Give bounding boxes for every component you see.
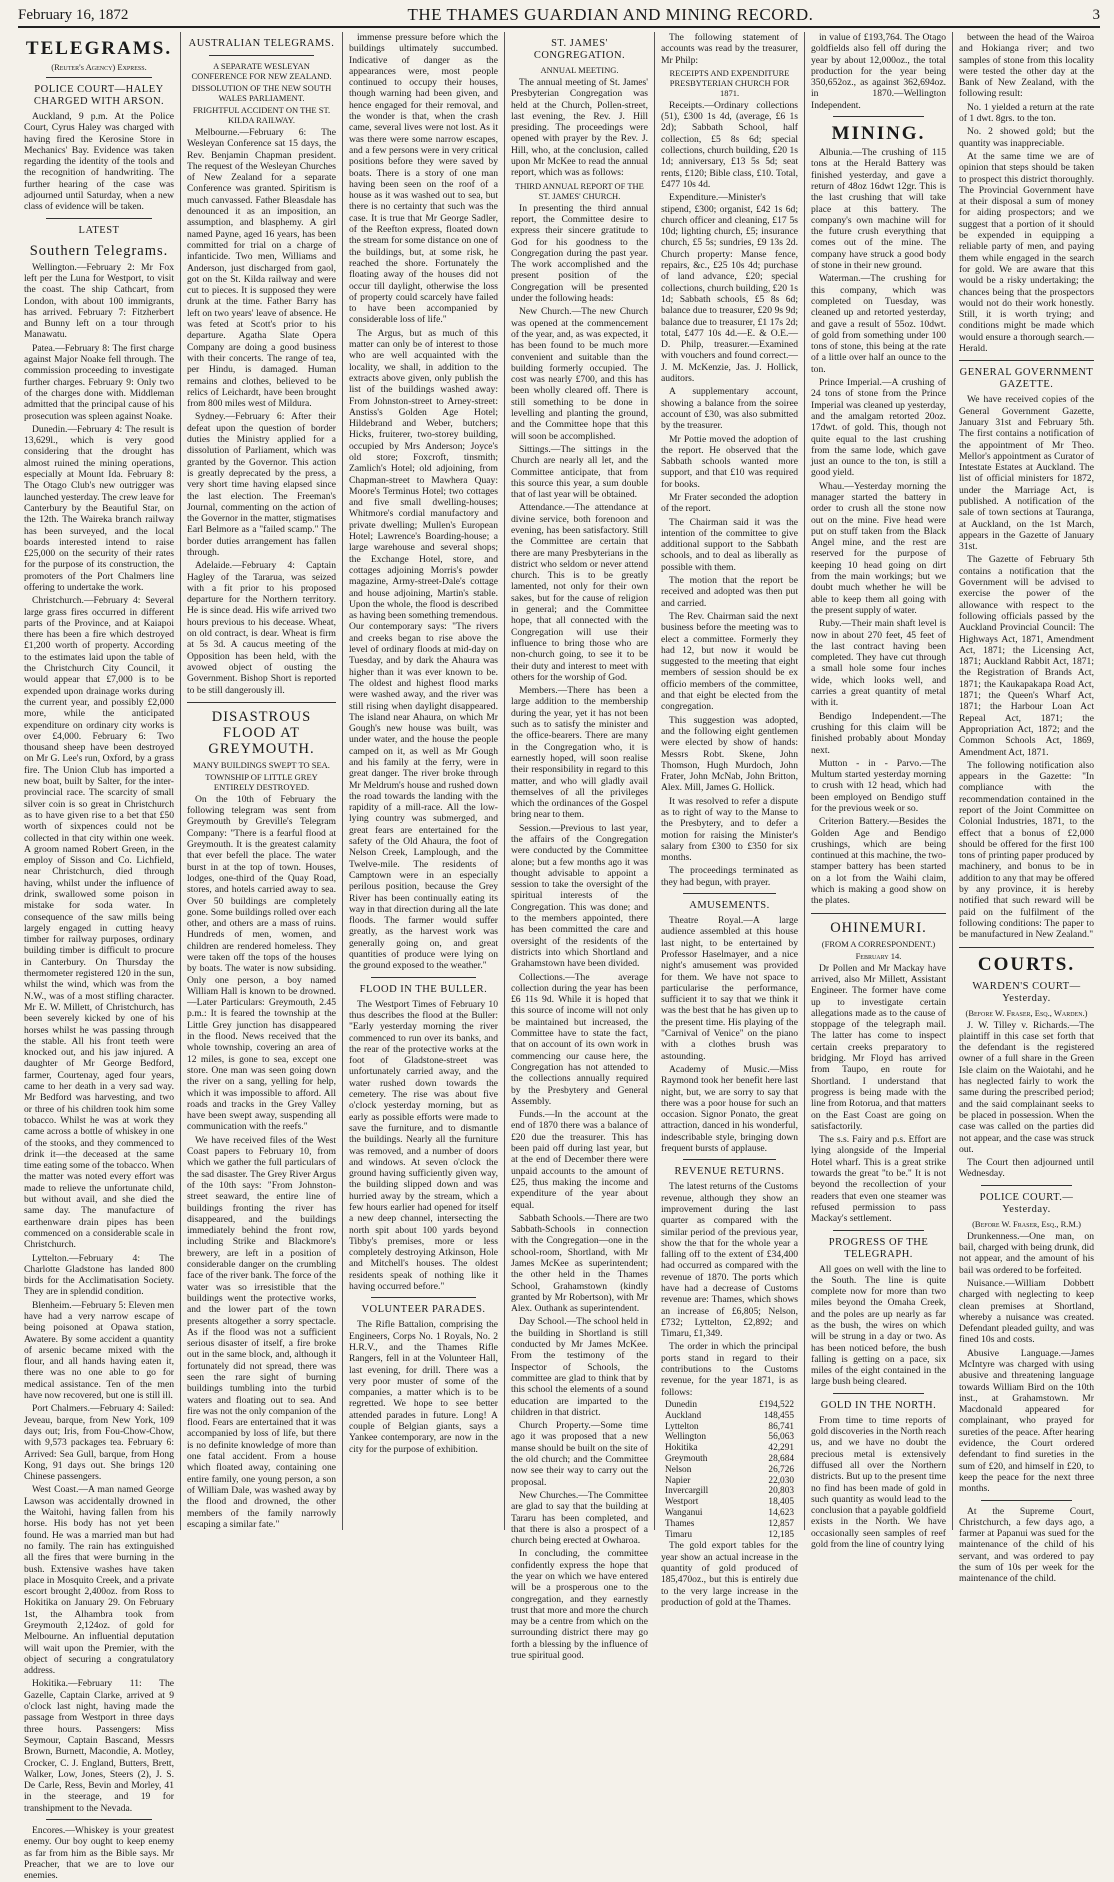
article-subheading: (Before W. Fraser, Esq., R.M.): [972, 1218, 1081, 1229]
article-paragraph: Drunkenness.—One man, on bail, charged with being drunk, did not appear, and the amount of his bail was ordered to be forfeited.: [959, 1230, 1094, 1276]
article-paragraph: The s.s. Fairy and p.s. Effort are lying alongside of the Imperial Hotel wharf. This is a great strike towards the great "to be." It is not beyond the recollection of your readers that even one steamer was refused permission to pass Mackay's settlement.: [811, 1134, 946, 1225]
column-5: [655, 32, 805, 1608]
revenue-amount: 26,726: [768, 1464, 794, 1475]
port-name: Lyttelton: [665, 1421, 699, 1432]
article-paragraph: Church Property.—Some time ago it was proposed that a new manse should be built on the site of the old church; and the Committee now see their way to carry out the proposal.: [511, 1420, 648, 1488]
article-paragraph: The Westport Times of February 10 thus describes the flood at the Buller: "Early yesterday morning the river commenced to run over its banks, and the rear of the protective works at the foot of Gladstone-street was unfortunately carried away, and the water rushed down towards the cemetery. The rise was about five o'clock yesterday morning, but as early as possible efforts were made to save the furniture, and to dismantle the buildings. Nearly all the furniture was removed, and a number of doors and windows. At seven o'clock the ground having sufficiently given way, the building slipped down and was hurried away by the stream, which a few hours earlier had opened for itself a new deep channel, intersecting the north spit about 100 yards beyond Tibby's premises, more or less completely destroying Atkinson, Hole and Mitchell's houses. The oldest residents speak of nothing like it having occurred before.": [349, 998, 498, 1293]
revenue-amount: 28,684: [768, 1453, 794, 1464]
flood-buller-heading: FLOOD IN THE BULLER.: [359, 983, 488, 995]
revenue-table-row: [661, 1465, 798, 1476]
column-4: [505, 32, 655, 1662]
amusements-heading: AMUSEMENTS.: [689, 900, 770, 912]
divider: [959, 947, 1094, 948]
article-paragraph: Expenditure.—Minister's stipend, £300; organist, £42 1s 6d; church officer and cleaning, £17 5s 10d; lighting church, £5; insurance church, £5 5s; sundries, £9 13s 2d. Church property: Manse fence, repairs, &c., £25 10s 4d; purchase of land advance, £20; special collections, church building, £20 1s 1d; Sabbath schools, £5 8s 6d; balance due to treasurer, £20 9s 9d; balance due to treasurer, £1 17s 2d; total, £477 10s 4d.—E. & O.E.—D. Philp, treasurer.—Examined with vouchers and found correct.—J. M. McKenzie, Jas. J. Hollick, auditors.: [661, 192, 798, 385]
article-subheading: THIRD ANNUAL REPORT OF THE ST. JAMES' CHURCH.: [515, 180, 644, 201]
divider: [371, 977, 476, 978]
article-paragraph: Academy of Music.—Miss Raymond took her benefit here last night, but, we are sorry to say that there was a poor house for such an occasion. Signor Ponato, the great attraction, danced in his wonderful, indescribable style, bringing down frequent bursts of applause.: [661, 1063, 798, 1155]
port-name: Wanganui: [665, 1507, 703, 1518]
divider: [46, 1819, 152, 1820]
divider: [46, 77, 152, 78]
revenue-amount: 148,455: [763, 1410, 794, 1421]
article-columns: [18, 32, 1100, 1882]
revenue-table: [661, 1400, 798, 1540]
divider: [683, 1159, 776, 1160]
article-paragraph: Blenheim.—February 5: Eleven men have had a very narrow escape of being poisoned at Opawa station, Awatere. By some accident a quantity of arsenic became mixed with the flour, and all hands having eaten it, there was no one able to go for medical assistance. Ten of the men have now recovered, but one is still ill.: [24, 1299, 174, 1402]
article-paragraph: Dunedin.—February 4: The result is 13,629l., which is very good considering that the drought has almost ruined the mining operations, especially at Mount Ida. February 8: The Otago Club's new outrigger was launched yesterday. The crew leave for Canterbury by the Beautiful Star, on the 12th. The Waireka branch railway has been surveyed, and the local boards interested intend to raise £25,000 on the security of their rates for the purpose of its construction, the promoters of the Port Chalmers line offering to undertake the work.: [24, 423, 174, 593]
article-paragraph: Sydney.—February 6: After their defeat upon the question of border duties the Ministry applied for a dissolution of Parliament, which was granted by the Governor. This action is greatly deprecated by the press, a very short time having elapsed since the last election. The Freeman's Journal, commenting on the action of the Governor in the matter, stigmatises Earl Belmore as a "failed scamp." The border duties arrangement has fallen through.: [187, 411, 336, 558]
article-paragraph: Criterion Battery.—Besides the Golden Age and Bendigo crushings, which are being continued at this machine, the two-stamper battery has been started on a lot from the Waihi claim, which is making a good show on the plates.: [811, 816, 946, 907]
article-paragraph: Members.—There has been a large addition to the membership during the year, yet it has not been such as to satisfy the minister and the office-bearers. There are many in the Congregation who, it is earnestly hoped, will soon realise their responsibility in regard to this matter, and who will gladly avail themselves of all the privileges which the ordinances of the Gospel bring near to them.: [511, 685, 648, 821]
revenue-amount: 56,063: [768, 1432, 794, 1443]
revenue-amount: £194,522: [759, 1399, 794, 1410]
article-paragraph: Theatre Royal.—A large audience assembled at this house last night, to be entertained by Professor Haselmayer, and a nice night's amusement was provided for them. We have not space to particularise the performance, sufficient it to say that we think it was the best that he has given up to the present time. His playing of the "Carnival of Venice" on the piano with a clothes brush was astounding.: [661, 915, 798, 1062]
article-paragraph: Funds.—In the account at the end of 1870 there was a balance of £20 due the treasurer. This has been paid off during last year, but at the end of December there were unpaid accounts to the amount of £25, thus making the income and expenditure of the year about equal.: [511, 1109, 648, 1211]
article-paragraph: New Churches.—The Committee are glad to say that the building at Tararu has been completed, and that there is also a prospect of a church being erected at Owharoa.: [511, 1489, 648, 1547]
article-paragraph: Dr Pollen and Mr Mackay have arrived, also Mr Millett, Assistant Engineer. The former have come up to investigate certain allegations made as to the cause of stoppage of the telegraph mail. The latter has come to inspect certain creeks preparatory to bridging. Mr Floyd has arrived from Taupo, en route for Shortland. I understand that progress is being made with the line from Rotorua, and that matters on the East Coast are going on satisfactorily.: [811, 962, 946, 1132]
article-subheading: RECEIPTS AND EXPENDITURE PRESBYTERIAN CHURCH FOR 1871.: [669, 67, 790, 98]
article-paragraph: Day School.—The school held in the building in Shortland is still conducted by Mr James McKee. From the testimony of the Inspector of Schools, the committee are glad to think that by this school the elements of a sound education are imparted to the children in that district.: [511, 1316, 648, 1418]
article-paragraph: Port Chalmers.—February 4: Sailed: Jeveau, barque, from New York, 109 days out; Iris, from Fou-Chow-Chow, with 9,573 packages tea. February 6: Arrived: Sea Gull, barque, from Hong Kong, 91 days out. She brings 120 Chinese passengers.: [24, 1403, 174, 1483]
article-paragraph: Hokitika.—February 11: The Gazelle, Captain Clarke, arrived at 9 o'clock last night, having made the passage from Westport in three days three hours. Passengers: Miss Seymour, Captain Bascand, Messrs Brown, Burnett, Macondie, A. Motley, Crocker, C. J. England, Butters, Brett, Walker, Low, Jones, Steers (2), J. S. De Carle, Ress, Bevin and Morley, 41 in the steerage, and 19 for transhipment to the Nevada.: [24, 1678, 174, 1814]
article-paragraph: Waterman.—The crushing for this company, which was completed on Tuesday, was cleaned up and retorted yesterday, and gave a result of 55oz. 10dwt. of gold from something under 100 tons of stone, this being at the rate of a little over half an ounce to the ton.: [811, 273, 946, 375]
article-subheading: DISSOLUTION OF THE NEW SOUTH WALES PARLIAMENT.: [191, 83, 332, 103]
southern-telegrams-heading: Southern Telegrams.: [29, 242, 169, 259]
article-paragraph: Ruby.—Their main shaft level is now in about 270 feet, 45 feet of the last contract having been completed. They have cut through a small hole some four inches wide, which looks well, and carries a great quantity of metal with it.: [811, 618, 946, 709]
column-6: [805, 32, 953, 1551]
article-paragraph: Mr Frater seconded the adoption of the report.: [661, 491, 798, 515]
column-7: [953, 32, 1100, 1585]
revenue-table-row: [661, 1411, 798, 1422]
latest-label: LATEST: [78, 224, 120, 236]
congregation-heading: ST. JAMES' CONGREGATION.: [533, 38, 626, 61]
article-paragraph: Attendance.—The attendance at divine service, both forenoon and evening, has been satisfactory. Still the Committee are certain that there are many Presbyterians in the district who seldom or never attend church. This is to be greatly lamented, not only for their own sakes, but for the cause of religion in general; and the Committee hope, that all connected with the Congregation will use their influence to bring those who are non-church going, to see it to be their duty and interest to meet with others for the worship of God.: [511, 502, 648, 683]
article-paragraph: Christchurch.—February 4: Several large grass fires occurred in different parts of the Province, and at Kaiapoi there has been a fire which destroyed £1,200 worth of property. According to the estimates laid upon the table of the Christchurch City Council, it would appear that £7,000 is to be expended upon drainage works during the current year, and possibly £2,000 more, while the anticipated expenditure on ordinary city works is over £4,000. February 6: Two thousand sheep have been destroyed on Mr G. Lee's run, Oxford, by a grass fire. The Union Club has imported a new boat, built by Salter, for the inter-provincial race. The scarcity of small silver coin is so great in Christchurch as to have given rise to a bet that £50 worth of sixpences could not be collected in that city within one week. A groom named Robert Green, in the employ of Sisson and Co. Lichfield, near Christchurch, died through having, whilst under the influence of drink, swallowed some poison in mistake for soda water. In consequence of the saw mills being largely engaged in cutting heavy timber for railway purposes, ordinary building timber is difficult to procure in Canterbury. On Thursday the thermometer registered 120 in the sun, whilst the wind, which was from the N.W., was of a most stifling character. Mr E. W. Millett, of Christchurch, has been severely kicked by one of his horses whilst he was passing through the stable. All his front teeth were knocked out, and his jaw injured. A daughter of Mr George Bedford, farmer, Courtenay, aged four years, came to her death in a very sad way. Mr Bedford was harvesting, and two or three of his children took him some tobacco. Whilst he was at work they came across a bottle of whiskey in one of the stooks, and they commenced to drink it—the deceased at the same time eating some of the tobacco. When the matter was noted every effort was made to relieve the unfortunate child, but without avail, and she died the same day. The manufacture of earthenware drain pipes has been commenced on a considerable scale in Christchurch.: [24, 595, 174, 1251]
article-subheading: A SEPARATE WESLEYAN CONFERENCE FOR NEW ZEALAND.: [191, 61, 332, 81]
revenue-table-row: [661, 1476, 798, 1487]
article-paragraph: Albunia.—The crushing of 115 tons at the Herald Battery was finished yesterday, and gave a return of 48oz 16dwt 12gr. This is the last crushing that will take place at this battery. The company's own machine will for the future crush everything that comes out of the mine. The company have struck a good body of stone in their new ground.: [811, 147, 946, 272]
divider: [981, 1185, 1072, 1186]
mining-heading: MINING.: [831, 123, 926, 145]
revenue-table-row: [661, 1519, 798, 1530]
volunteer-parades-heading: VOLUNTEER PARADES.: [361, 1304, 486, 1316]
article-paragraph: The Argus, but as much of this matter can only be of interest to those who are well acquainted with the locality, we shall, in addition to the extracts above given, only publish the list of the buildings washed away: From Johnston-street to Arney-street: Anstiss's Golden Age Hotel; Hildebrand and Weber, butchers; Hicks, fruiterer, two-storey building, occupied by Mrs Anderson; Joyce's old store; Foxcroft, tinsmith; Zamlich's Hotel; old adjoining, from Chapman-street to Mawhera Quay: Moore's Terminus Hotel; two cottages and five small dwelling-houses; Whitmore's cordial manufactory and private dwelling; Mullen's European Hotel; Lawrence's Boarding-house; a large warehouse and several shops; the Exchange Hotel, store, and cottages adjoining Morris's powder magazine, Army-street-Dale's cottage and house adjoining, Martin's stable. Upon the whole, the flood is described as having been something tremendous. Our contemporary says: "The rivers and creeks began to rise above the level of ordinary floods at mid-day on Tuesday, and by dark the Ahaura was higher than it was ever known to be. The oldest and highest flood marks were washed away, and the river was still rising when daylight disappeared. The island near Ahaura, on which Mr Gough's new house was built, was under water, and the house the people camped on it, as well as Mr Gough and his family at the ferry, were in great danger. The river broke through Mr Meldrum's house and rushed down the road towards the landing with the rapidity of a mill-race. All the low-lying country was submerged, and great fears are entertained for the safety of the Old Ahaura, the foot of Nelson Creek, Lamplough, and the Twelve-mile. The residents of Camptown were in an especially perilous position, because the Grey River has been continually eating its way in that direction during all the late floods. The farmer would suffer greatly, as the harvest work was generally going on, and great quantities of produce were lying on the ground exposed to the weather.": [349, 327, 498, 972]
revenue-table-row: [661, 1432, 798, 1443]
article-paragraph: Lyttelton.—February 4: The Charlotte Gladstone has landed 800 birds for the Acclimatisation Society. They are in splendid condition.: [24, 1252, 174, 1298]
article-paragraph: The order in which the principal ports stand in regard to their contributions to the Customs revenue, for the year 1871, is as follows:: [661, 1341, 798, 1398]
port-name: Invercargill: [665, 1486, 709, 1497]
gold-north-heading: GOLD IN THE NORTH.: [820, 1399, 937, 1411]
article-paragraph: The annual meeting of St. James' Presbyterian Congregation was held at the Church, Pollen-street, last evening, the Rev. J. Hill presiding. The proceedings were opened with prayer by the Rev. J. Hill, who, at the conclusion, called upon Mr McKee to read the annual report, which was as follows:: [511, 77, 648, 179]
article-paragraph: Patea.—February 8: The first charge against Major Noake fell through. The commission proceeding to investigate further charges. February 9: Only two of the charges done with. Middleman admitted that the principal cause of his prosecution was spleen against Noake.: [24, 342, 174, 422]
article-paragraph: Melbourne.—February 6: The Wesleyan Conference sat 15 days, the Rev. Benjamin Chapman president. The request of the Wesleyan Churches of New Zealand for a separate Conference was granted. Spiritism is much canvassed. Father Bleasdale has denounced it as an imposition, an assumption, and blasphemy. A girl named Payne, aged 16 years, has been committed for trial on a charge of infanticide. Two men, Williams and Anderson, just discharged from gaol, got on the St. Kilda railway and were cut to pieces. It is supposed they were drunk at the time. Father Barry has left on two years' leave of absence. He was feted at Scott's prior to his departure. Agatha Slate Opera Company are doing a good business with their concerts. The range of tea, per Hindu, is damaged. Human remains and clothes, believed to be relics of Leichardt, have been brought from 800 miles west of Mildura.: [187, 127, 336, 410]
article-paragraph: Abusive Language.—James McIntyre was charged with using abusive and threatening language towards William Bird on the 10th inst., at Grahamstown. Mr Macdonald appeared for complainant, who prayed for sureties of the peace. After hearing evidence, the Court ordered defendant to find sureties in the sum of £20, and himself in £20, to keep the peace for the next three months.: [959, 1347, 1094, 1495]
article-subheading: MANY BUILDINGS SWEPT TO SEA.: [193, 759, 330, 770]
article-paragraph: Mutton - in - Parvo.—The Multum started yesterday morning to crush with 12 head, which had been employed on Bendigo stuff for the previous week or so.: [811, 757, 946, 814]
article-subheading: (FROM A CORRESPONDENT.): [821, 938, 936, 949]
article-paragraph: In concluding, the committee confidently express the hope that the year on which we have entered will be a prosperous one to the congregation, and they earnestly trust that more and more the church may be a centre from which on the surrounding district there may go forth a blessing by the influence of true spiritual good.: [511, 1548, 648, 1662]
divider: [959, 360, 1094, 361]
revenue-amount: 42,291: [768, 1443, 794, 1454]
article-paragraph: No. 2 showed gold; but the quantity was inappreciable.: [959, 126, 1094, 149]
article-paragraph: Nuisance.—William Dobbett charged with neglecting to keep clean premises at Shortland, whereby a nuisance was created. Defendant pleaded guilty, and was fined 10s and costs.: [959, 1277, 1094, 1346]
port-name: Thames: [665, 1518, 695, 1529]
page-number: 3: [1092, 6, 1100, 23]
revenue-table-row: [661, 1497, 798, 1508]
australian-telegrams-heading: AUSTRALIAN TELEGRAMS.: [188, 38, 335, 49]
port-name: Napier: [665, 1475, 691, 1486]
port-name: Wellington: [665, 1432, 707, 1443]
revenue-amount: 12,185: [768, 1529, 794, 1540]
article-paragraph: The Rev. Chairman said the next business before the meeting was to elect a committee. Formerly they had 12, but now it would be suggested to the meeting that eight members of session should be ex officio members of the committee, and that eight be elected from the congregation.: [661, 610, 798, 713]
flood-heading: DISASTROUS FLOOD AT GREYMOUTH.: [208, 708, 315, 757]
article-paragraph: The Rifle Battalion, comprising the Engineers, Corps No. 1 Royals, No. 2 H.R.V., and the Thames Rifle Rangers, fell in at the Volunteer Hall, last evening, for drill. There was a very poor muster of some of the companies, a matter which is to be regretted. We hope to see better attended parades in future. Long! A couple of Belgian giants, says a Yankee contemporary, are now in the city for the purpose of exhibition.: [349, 1319, 498, 1455]
article-subheading: FRIGHTFUL ACCIDENT ON THE ST. KILDA RAILWAY.: [192, 105, 331, 125]
article-paragraph: The gold export tables for the year show an actual increase in the quantity of gold produced of 185,470oz., but this is entirely due to the very large increase in the production of gold at the Thames.: [661, 1540, 798, 1608]
column-1: [18, 32, 181, 1882]
article-paragraph: J. W. Tilley v. Richards.—The plaintiff in this case set forth that the defendant is the registered owner of a full share in the Green Isle claim on the Waiotahi, and he has neglected fairly to work the same during the prescribed period; and the said complainant seeks to be placed in possession. When the case was called on the parties did not appear, and the case was struck out.: [959, 1019, 1094, 1155]
article-paragraph: The Court then adjourned until Wednesday.: [959, 1157, 1094, 1180]
newspaper-title: THE THAMES GUARDIAN AND MINING RECORD.: [407, 5, 814, 24]
divider: [981, 1500, 1072, 1501]
article-paragraph: Collections.—The average collection during the year has been £6 11s 9d. While it is hoped that this source of income will not only be maintained but increased, the Committee have to state the fact, that on account of its own work in commencing our cause here, the Congregation has not attended to the collections annually required by the Presbytery and General Assembly.: [511, 971, 648, 1107]
revenue-amount: 22,030: [768, 1475, 794, 1486]
divider: [209, 55, 314, 56]
article-paragraph: From time to time reports of gold discoveries in the North reach us, and we have no doubt the precious metal is extensively diffused all over the Northern districts. But up to the present time no find has been made of gold in such quantity as would lead to the conclusion that a payable goldfield exists in the North. We have occasionally seen samples of reef gold from the line of country lying: [811, 1414, 946, 1551]
article-paragraph: We have received files of the West Coast papers to February 10, from which we gather the full particulars of the sad disaster. The Grey River Argus of the 10th says: "From Johnston-street seaward, the entire line of buildings fronting the river has disappeared, and the buildings immediately behind the front row, including Strike and Blackmore's brewery, are left in a position of considerable danger on the crumbling face of the river bank. The force of the water was so irresistible that the buildings went the protective works, and the lower part of the town presents altogether a sorry spectacle. As if the flood was not a sufficient serious disaster of itself, a fire broke out in the same block, and, although it fortunately did not spread, there was seen the rare sight of burning buildings tumbling into the turbid waters and floating out to sea. And fire was not the only companion of the flood. Fears are entertained that it was accompanied by loss of life, but there is no definite knowledge of more than one fatal accident. From a house which floated away, containing one entire family, one young person, a son of William Dale, was washed away by the flood and drowned, the other members of the family narrowly escaping a similar fate.": [187, 1134, 336, 1530]
article-paragraph: Whau.—Yesterday morning the manager started the battery in order to crush all the stone now out on the mine. Five head were put on stuff taken from the Black Angel mine, and the rest are reserved for the purpose of keeping 10 head going on dirt from the main workings; but we doubt much whether he will be able to keep them all going with the present supply of water.: [811, 480, 946, 616]
revenue-amount: 86,741: [768, 1421, 794, 1432]
revenue-amount: 12,857: [768, 1518, 794, 1529]
article-paragraph: immense pressure before which the buildings ultimately succumbed. Indicative of danger as the appearances were, most people continued to occupy their houses, though warning had been given, and hence engaged for their removal, and the wonder is that, when the crash came, several lives were not lost. As it was there were some narrow escapes, and a few persons were in very critical positions before they were saved by boats. There is a story of one man having been seen on the roof of a house as it was washed out to sea, but there is no certainty that such was the case. It is true that Mr George Sadler, of the Reefton express, floated down the stream for some distance on one of the buildings, but, at some risk, he reached the shore. Fortunately the floating away of the houses did not occur till daylight, otherwise the loss of property could scarcely have failed to have been accompanied by considerable loss of life.": [349, 32, 498, 326]
article-paragraph: between the head of the Wairoa and Hokianga river; and two samples of stone from this locality were tested the other day at the Bank of New Zealand, with the following result:: [959, 32, 1094, 100]
revenue-amount: 18,405: [768, 1497, 794, 1508]
article-paragraph: All goes on well with the line to the South. The line is quite complete now for more than two miles beyond the Omaha Creek, and the poles are up nearly as far as the bush, the wires on which will be strung in a day or two. As has been noticed before, the bush falling is getting on a pace, six miles of the eight contained in the large bush being cleared.: [811, 1263, 946, 1388]
article-subheading: (Before W. Fraser, Esq., Warden.): [965, 1007, 1088, 1018]
article-paragraph: This suggestion was adopted, and the following eight gentlemen were elected by show of hands: Messrs Robt. Skene, John Thomson, Hugh Murdoch, John Frater, John McNab, John Britton, Alex. Mill, James G. Hollick.: [661, 714, 798, 794]
masthead: [18, 4, 1100, 28]
article-paragraph: Session.—Previous to last year, the affairs of the Congregation were conducted by the Committee alone; but a few months ago it was thought advisable to appoint a session to take the oversight of the spiritual interests of the Congregation. This was done; and to the members appointed, there has been committed the care and oversight of the residents of the districts into which Shortland and Grahamstown have been divided.: [511, 822, 648, 970]
divider: [833, 116, 924, 117]
article-paragraph: Sittings.—The sittings in the Church are nearly all let, and the Committee anticipate, that from this source this year, a sum double that of last year will be obtained.: [511, 443, 648, 501]
port-name: Timaru: [665, 1529, 693, 1540]
issue-date: February 16, 1872: [18, 6, 129, 23]
port-name: Dunedin: [665, 1399, 698, 1410]
telegrams-heading: TELEGRAMS.: [25, 38, 173, 59]
ohinemuri-heading: OHINEMURI.: [830, 919, 927, 936]
article-paragraph: Adelaide.—February 4: Captain Hagley of the Tararua, was seized with a fit prior to his proposed departure for the Northern territory. He is since dead. His wife arrived two hours previous to his decease. Wheat, on old contract, is dear. Wheat is firm at 5s 3d. A caucus meeting of the Opposition has been held, with the avowed object of ousting the Government. Bishop Short is reported to be still dangerously ill.: [187, 560, 336, 696]
article-paragraph: The motion that the report be received and adopted was then put and carried.: [661, 575, 798, 609]
article-paragraph: The proceedings terminated as they had begun, with prayer.: [661, 865, 798, 888]
article-paragraph: The Chairman said it was the intention of the committee to give additional support to the Sabbath schools, and to deal as liberally as possible with them.: [661, 516, 798, 573]
revenue-table-row: [661, 1530, 798, 1541]
article-paragraph: Wellington.—February 2: Mr Fox left per the Luna for Westport, to visit the coast. The ship Cathcart, from London, with about 100 immigrants, has arrived. February 7: Fitzherbert and Bunny left on a tour through Manawatu.: [24, 261, 174, 341]
article-paragraph: Encores.—Whiskey is your greatest enemy. Our boy ought to keep enemy as far from him as the Bible says. Mr Preacher, that we are to love our enemies.: [24, 1825, 174, 1882]
divider: [46, 218, 152, 219]
article-paragraph: The latest returns of the Customs revenue, although they show an improvement during the last quarter as compared with the similar period of the previous year, show the that for the whole year a falling off to the extent of £34,400 had occurred as compared with the revenue of 1870. The ports which have had a decrease of Customs revenue are: Thames, which shows an increase of £6,805; Nelson, £732; Lyttelton, £2,892; and Timaru, £1,349.: [661, 1181, 798, 1340]
article-paragraph: West Coast.—A man named George Lawson was accidentally drowned in the Waitohi, having fallen from his horse. His body has not yet been found. He was a married man but had no family. The rain has extinguished all the fires that were burning in the bush. Extensive washes have taken place in Mosquito Creek, and a private escort brought 2,400oz. from Ross to Hokitika on January 29. On February 1st, the Alhambra took from Greymouth 2,124oz. of gold for Melbourne. An influential deputation will wait upon the Premier, with the object of securing a congratulatory address.: [24, 1484, 174, 1677]
article-paragraph: Auckland, 9 p.m. At the Police Court, Cyrus Haley was charged with having fired the Kerosine Store in Mechanics' Bay. Evidence was taken regarding the identity of the tools and the recognition of handwriting. The further hearing of the case was adjourned until Saturday, when a new class of evidence will be taken.: [24, 111, 174, 213]
divider: [811, 913, 946, 914]
article-paragraph: Receipts.—Ordinary collections (51), £300 1s 4d, (average, £6 1s 2d); Sabbath School, half collection, £5 8s 6d; special collections, church building, £20 1s 1d; anniversary, £13 5s 5d; seat rents, £120; Bible class, £10. Total, £477 10s 4d.: [661, 99, 798, 190]
courts-heading: COURTS.: [977, 953, 1076, 975]
police-court-heading: POLICE COURT—HALEY CHARGED WITH ARSON.: [33, 84, 165, 107]
telegraph-heading: PROGRESS OF THE TELEGRAPH.: [828, 1236, 929, 1260]
article-paragraph: A supplementary account, showing a balance from the soiree account of £30, was also submitted by the treasurer.: [661, 386, 798, 432]
divider: [371, 1297, 476, 1298]
article-paragraph: At the Supreme Court, Christchurch, a few days ago, a farmer at Papanui was sued for the maintenance of the child of his servant, and was ordered to pay the sum of 10s per week for the maintenance of the child.: [959, 1505, 1094, 1585]
port-name: Westport: [665, 1497, 699, 1508]
gazette-heading: GENERAL GOVERNMENT GAZETTE.: [959, 367, 1094, 391]
port-name: Hokitika: [665, 1443, 698, 1454]
police-court-heading: POLICE COURT.—Yesterday.: [979, 1191, 1074, 1215]
revenue-table-row: [661, 1508, 798, 1519]
revenue-table-row: [661, 1443, 798, 1454]
article-paragraph: We have received copies of the General Government Gazette, January 31st and February 5th. The first contains a notification of the appointment of Mr Theo. Mellor's appointment as Curator of Intestate Estates at Auckland. The list of official ministers for 1872, under the Marriage Act, is published. A notification of the sale of town sections at Tauranga, at Auckland, on the 1st March, appears in the Gazette of January 31st.: [959, 394, 1094, 553]
column-3: [343, 32, 505, 1530]
article-paragraph: Bendigo Independent.—The crushing for this claim will be finished probably about Monday next.: [811, 710, 946, 756]
article-paragraph: Prince Imperial.—A crushing of 24 tons of stone from the Prince Imperial was cleaned up yesterday, and the amalgam retorted 20oz. 17dwt. of gold. This, though not quite equal to the last crushing from the same lode, which gave just an ounce to the ton, is still a good yield.: [811, 377, 946, 479]
wardens-court-heading: WARDEN'S COURT—Yesterday.: [972, 980, 1081, 1004]
column-2: [181, 32, 343, 1530]
article-paragraph: On the 10th of February the following telegram was sent from Greymouth by Greville's Telegram Company: "There is a fearful flood at Greymouth. It is the greatest calamity that ever befell the place. The water burst in at the top of town. Houses, lodges, one-third of the Quay Road, stores, and hotels carried away to sea. Over 50 buildings are completely gone. Some buildings rolled over each other, and others are a mass of ruins. Hundreds of men, women, and children are rendered homeless. They were taken off the tops of the houses by boats. The water is now subsiding. Only one person, a boy named William Hall is known to be drowned.—Later Particulars: Greymouth, 2.45 p.m.: It is feared the township at the Little Grey junction has disappeared in the flood. News received that the whole township, covering an area of 12 miles, is gone to sea, except one store. One man was seen going down the river on a sang, yelling for help, which it was impossible to afford. All roads and tracks in the Grey Valley have been swept away, suspending all communication with the reefs.": [187, 793, 336, 1133]
revenue-table-row: [661, 1400, 798, 1411]
port-name: Greymouth: [665, 1453, 708, 1464]
article-paragraph: In presenting the third annual report, the Committee desire to express their sincere gratitude to God for his goodness to the Congregation during the past year. The work accomplished and the present position of the Congregation will be presented under the following heads:: [511, 202, 648, 305]
revenue-amount: 20,803: [768, 1486, 794, 1497]
article-paragraph: The following notification also appears in the Gazette: "In compliance with the recommendation contained in the report of the Joint Committee on Colonial Industries, 1871, to the effect that a bonus of £2,000 should be offered for the first 100 tons of printing paper produced by machinery, and bonus to be in addition to any that may be offered by any province, it is hereby notified that such reward will be paid on the fulfilment of the following conditions: The paper to be manufactured in New Zealand.": [959, 759, 1094, 941]
divider: [833, 1230, 924, 1231]
dateline: February 14.: [855, 950, 902, 961]
article-paragraph: The following statement of accounts was read by the treasurer, Mr Philp:: [661, 32, 798, 66]
article-paragraph: No. 1 yielded a return at the rate of 1 dwt. 8grs. to the ton.: [959, 101, 1094, 125]
divider: [187, 702, 336, 703]
article-paragraph: New Church.—The new Church was opened at the commencement of the year, and, as was expected, it has been found to be much more convenient and suitable than the building formerly occupied. The cost was nearly £700, and this has been wholly cleared off. There is still something to be done in levelling and planting the ground, and the Committee hope that this will soon be accomplished.: [511, 306, 648, 442]
article-paragraph: in value of £193,764. The Otago goldfields also fell off during the year by about 12,000oz., the total production for the year being 350,652oz., as against 362,694oz. in 1870.—Wellington Independent.: [811, 32, 946, 111]
article-paragraph: At the same time we are of opinion that steps should be taken to prospect this district thoroughly. The Provincial Government have at their disposal a sum of money for aiding prospectors; and we suggest that a portion of it should be expended in equipping a reliable party of men, and paying them while engaged in the search for gold. We are aware that this would be a risky undertaking; the chances being that the prospectors would not do their work honestly. Still, it is worth trying; and conditions might be made which would ensure a thorough search.—Herald.: [959, 150, 1094, 355]
article-subheading: TOWNSHIP OF LITTLE GREY ENTIRELY DESTROYED.: [205, 771, 318, 792]
divider: [833, 1393, 924, 1394]
revenue-table-row: [661, 1454, 798, 1465]
port-name: Auckland: [665, 1410, 702, 1421]
article-paragraph: Sabbath Schools.—There are two Sabbath-Schools in connection with the Congregation—one in the school-room, Shortland, with Mr James McKee as superintendent; the other held in the Thames School, Grahamstown (kindly granted by Mr Robertson), with Mr Alex. Outhank as superintendent.: [511, 1212, 648, 1315]
port-name: Nelson: [665, 1464, 692, 1475]
revenue-returns-heading: REVENUE RETURNS.: [674, 1166, 785, 1178]
telegrams-subheading: (Reuter's Agency) Express.: [51, 62, 147, 72]
article-paragraph: It was resolved to refer a dispute as to right of way to the Manse to the Presbytery, and to defer a motion for raising the Minister's salary from £300 to £350 for six months.: [661, 795, 798, 864]
article-paragraph: The Gazette of February 5th contains a notification that the Government will be advised to exercise the power of the allowance with respect to the following officials passed by the Auckland Provincial Council: The Highways Act, 1871, Amendment Act, 1871; the Licensing Act, 1871; Auckland Rabbit Act, 1871; the Registration of Brands Act, 1871; the Kaukapakapa Road Act, 1871; the Queen's Wharf Act, 1871; the Harbour Loan Act Repeal Act, 1871; the Appropriation Act, 1872; and the Common Schools Act, 1869, Amendment Act, 1871.: [959, 554, 1094, 758]
article-subheading: ANNUAL MEETING.: [540, 65, 619, 75]
article-paragraph: Mr Pottie moved the adoption of the report. He observed that the Sabbath schools wanted more support, and that £10 was required for books.: [661, 433, 798, 490]
revenue-table-row: [661, 1422, 798, 1433]
revenue-table-row: [661, 1486, 798, 1497]
revenue-amount: 14,623: [768, 1507, 794, 1518]
divider: [683, 893, 776, 894]
